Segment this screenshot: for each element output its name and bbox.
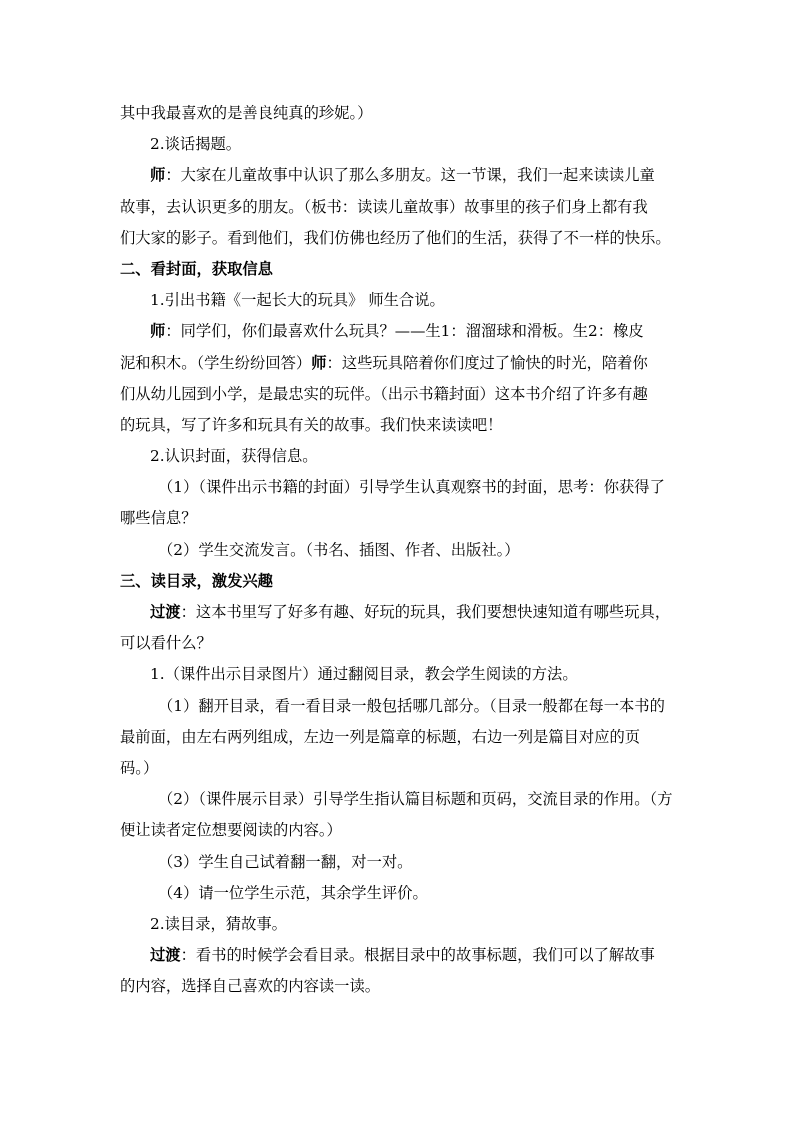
paragraph-line <box>120 223 676 254</box>
paragraph-text: 2.读目录，猜故事。 <box>150 914 287 933</box>
transition-label: 过渡 <box>150 603 181 621</box>
paragraph-line <box>120 784 676 815</box>
paragraph-line <box>120 691 676 722</box>
paragraph-line <box>120 441 676 472</box>
paragraph-text: （1）（课件出示书籍的封面）引导学生认真观察书的封面，思考：你获得了 <box>158 478 665 497</box>
paragraph-text: 的玩具，写了许多和玩具有关的故事。我们快来读读吧！ <box>120 415 503 434</box>
paragraph-text: 2.谈话揭题。 <box>150 135 242 154</box>
paragraph-text: （4）请一位学生示范，其余学生评价。 <box>158 883 428 902</box>
paragraph-text: （1）翻开目录，看一看目录一般包括哪几部分。（目录一般都在每一本书的 <box>158 696 665 715</box>
paragraph-text: 可以看什么？ <box>120 634 212 653</box>
heading-text: 二、看封面，获取信息 <box>120 259 273 278</box>
paragraph-text: （2）学生交流发言。（书名、插图、作者、出版社。） <box>158 540 520 559</box>
paragraph-text: 泥和积木。（学生纷纷回答） <box>120 353 312 372</box>
transition-label: 过渡 <box>150 946 181 965</box>
paragraph-line <box>120 348 676 379</box>
paragraph-line <box>120 129 676 160</box>
paragraph-line <box>120 628 676 659</box>
paragraph-line <box>120 285 676 316</box>
paragraph-text: 其中我最喜欢的是善良纯真的珍妮。） <box>120 104 373 122</box>
paragraph-line <box>120 909 676 940</box>
section-heading <box>120 566 676 597</box>
speaker-label: 师 <box>311 353 327 372</box>
paragraph-text: 2.认识封面，获得信息。 <box>150 447 318 466</box>
paragraph-line <box>120 379 676 410</box>
paragraph-text: 们大家的影子。看到他们，我们仿佛也经历了他们的生活，获得了不一样的快乐。 <box>120 228 671 247</box>
paragraph-text: ：这些玩具陪着你们度过了愉快的时光，陪着你 <box>326 353 648 372</box>
paragraph-text: （2）（课件展示目录）引导学生指认篇目标题和页码，交流目录的作用。（方 <box>158 790 673 809</box>
paragraph-line <box>120 316 676 347</box>
paragraph-text: 码。） <box>120 758 159 777</box>
paragraph-line <box>120 722 676 753</box>
paragraph-text: ：这本书里写了好多有趣、好玩的玩具，我们要想快速知道有哪些玩具， <box>180 603 671 621</box>
paragraph-text: 们从幼儿园到小学，是最忠实的玩伴。（出示书籍封面）这本书介绍了许多有趣 <box>120 384 648 403</box>
paragraph-line <box>120 98 676 129</box>
paragraph-line <box>120 472 676 503</box>
paragraph-text: ：看书的时候学会看目录。根据目录中的故事标题，我们可以了解故事 <box>180 946 655 965</box>
paragraph-line <box>120 815 676 846</box>
paragraph-line <box>120 940 676 971</box>
paragraph-line <box>120 192 676 223</box>
paragraph-line <box>120 847 676 878</box>
paragraph-text: 的内容，选择自己喜欢的内容读一读。 <box>120 977 381 996</box>
speaker-label: 师 <box>150 166 166 185</box>
paragraph-line <box>120 503 676 534</box>
paragraph-text: （3）学生自己试着翻一翻，对一对。 <box>158 852 413 871</box>
paragraph-line <box>120 160 676 191</box>
document-page <box>120 98 676 1002</box>
paragraph-text: 哪些信息？ <box>120 509 197 528</box>
heading-text: 三、读目录，激发兴趣 <box>120 571 273 590</box>
paragraph-line <box>120 971 676 1002</box>
paragraph-text: 最前面，由左右两列组成，左边一列是篇章的标题，右边一列是篇目对应的页 <box>120 727 641 746</box>
paragraph-text: 1.（课件出示目录图片）通过翻阅目录，教会学生阅读的方法。 <box>150 665 578 684</box>
paragraph-line <box>120 659 676 690</box>
paragraph-text: 故事，去认识更多的朋友。（板书：读读儿童故事）故事里的孩子们身上都有我 <box>120 197 648 216</box>
paragraph-text: ：大家在儿童故事中认识了那么多朋友。这一节课，我们一起来读读儿童 <box>165 166 655 185</box>
paragraph-text: ：同学们，你们最喜欢什么玩具？——生1：溜溜球和滑板。生2：橡皮 <box>165 322 644 341</box>
paragraph-line <box>120 535 676 566</box>
speaker-label: 师 <box>150 322 166 341</box>
paragraph-line <box>120 753 676 784</box>
paragraph-text: 1.引出书籍《一起长大的玩具》 师生合说。 <box>150 291 445 310</box>
paragraph-line <box>120 410 676 441</box>
paragraph-line <box>120 597 676 628</box>
section-heading <box>120 254 676 285</box>
paragraph-line <box>120 878 676 909</box>
paragraph-text: 便让读者定位想要阅读的内容。） <box>120 821 342 840</box>
